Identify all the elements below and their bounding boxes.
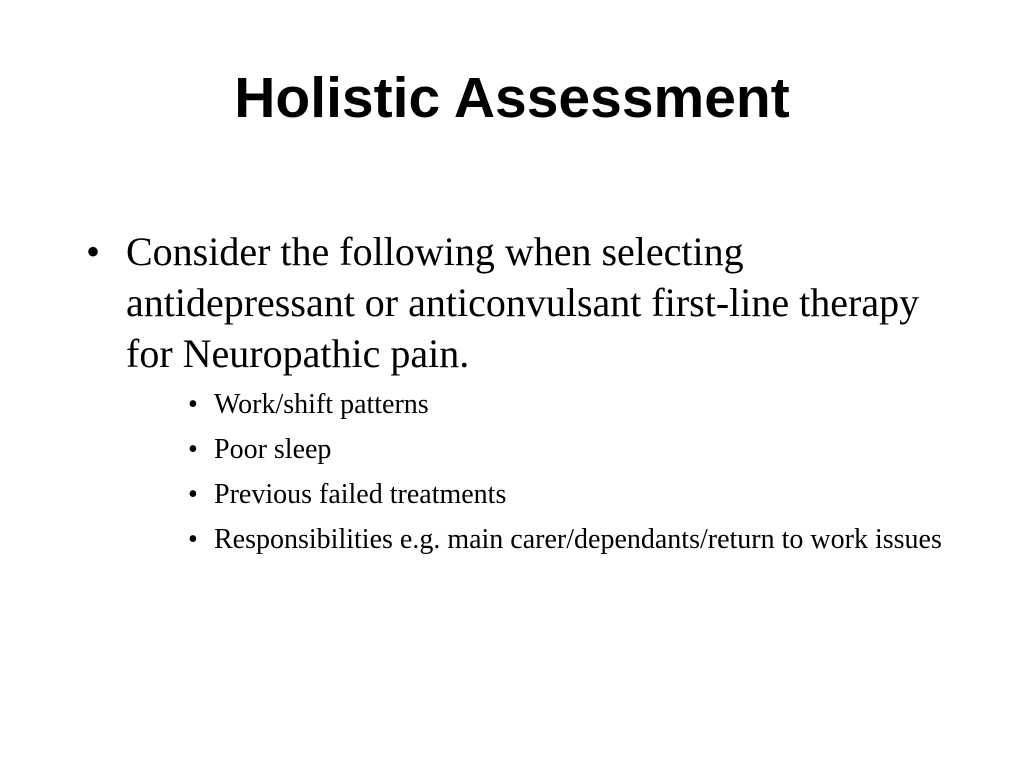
bullet-icon: • — [188, 434, 198, 465]
slide-title: Holistic Assessment — [234, 66, 790, 130]
sub-bullet-text: Responsibilities e.g. main carer/dependants/return to work issues — [214, 524, 942, 555]
sub-bullet-item — [182, 432, 942, 468]
sub-bullet-text: Previous failed treatments — [214, 479, 507, 510]
sub-bullet-item — [182, 477, 942, 513]
sub-bullet-text: Work/shift patterns — [214, 389, 429, 420]
bullet-icon: • — [188, 524, 198, 555]
bullet-icon: • — [188, 479, 198, 510]
bullet-icon: • — [188, 389, 198, 420]
sub-bullet-list — [182, 387, 942, 558]
bullet-list — [86, 226, 946, 567]
bullet-text: Consider the following when selecting antidepressant or anticonvulsant first-line therapy for Neuropathic pain. — [126, 229, 920, 376]
bullet-item — [86, 226, 946, 558]
sub-bullet-item — [182, 522, 942, 558]
sub-bullet-item — [182, 387, 942, 423]
sub-bullet-text: Poor sleep — [214, 434, 332, 465]
bullet-icon: • — [86, 229, 101, 274]
